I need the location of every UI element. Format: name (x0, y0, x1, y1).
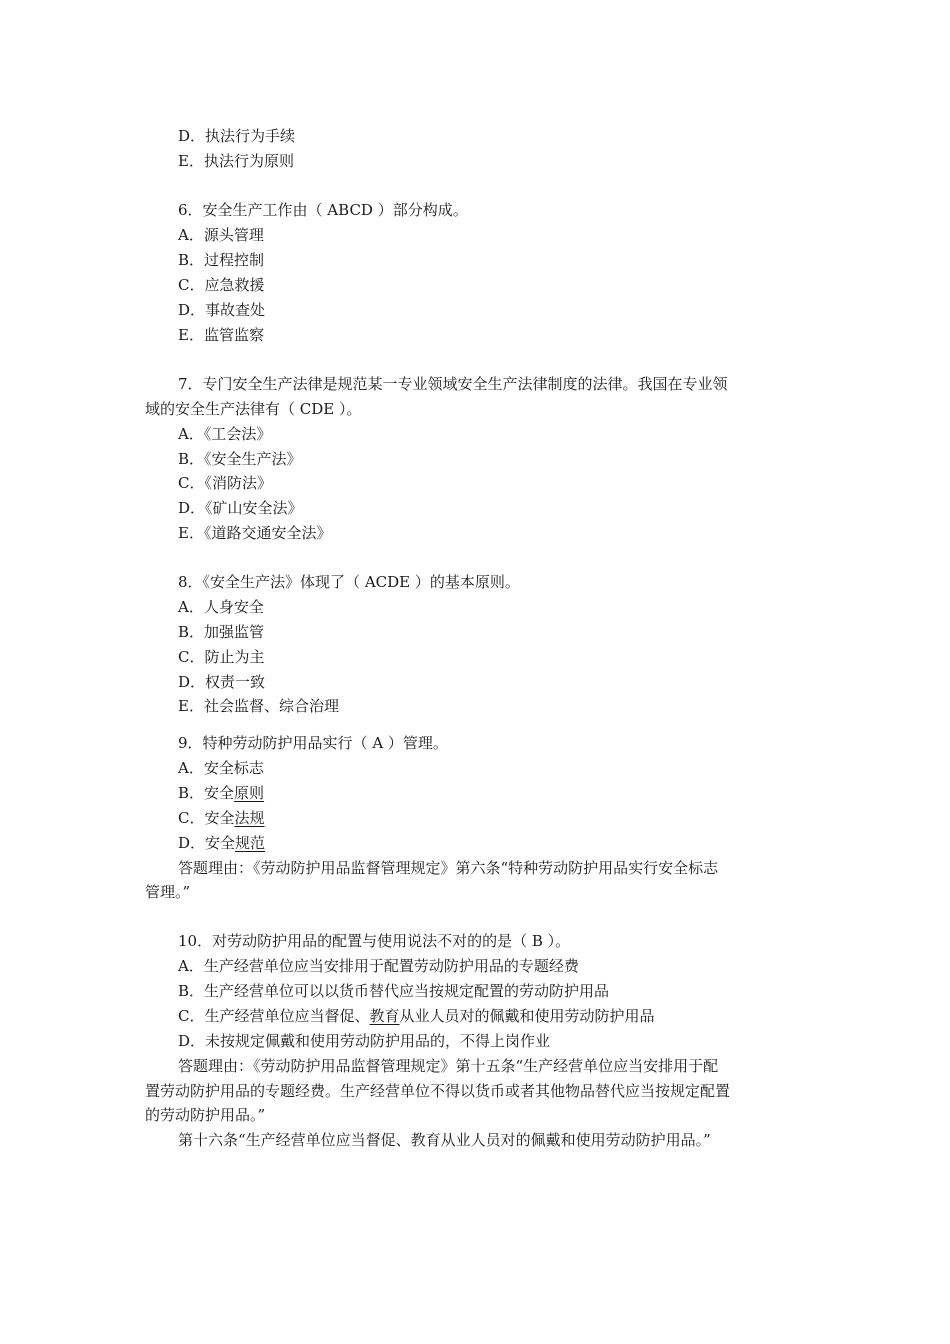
q6-option-a (178, 223, 264, 247)
option-label: D． (178, 1032, 206, 1050)
option-label: A． (178, 598, 204, 616)
q7-option-e (178, 521, 331, 545)
q8-option-a (178, 595, 264, 619)
option-text: 安全 (205, 834, 236, 852)
option-label: D． (178, 499, 206, 517)
q8-option-b (178, 620, 264, 644)
option-text: 《工会法》 (203, 425, 272, 443)
option-text: 《道路交通安全法》 (203, 524, 332, 542)
option-text: 执法行为原则 (203, 152, 294, 170)
option-text: 《消防法》 (204, 474, 272, 492)
option-label: B． (178, 982, 205, 1000)
option-text-underlined: 教育 (369, 1007, 400, 1025)
q9-option-b (178, 781, 264, 805)
q9-stem: 9．特种劳动防护用品实行（ A ）管理。 (178, 734, 448, 752)
option-label: D． (178, 834, 206, 852)
option-text: 权责一致 (205, 673, 266, 691)
q9-reason-line2: 管理。” (145, 883, 191, 901)
option-text: 未按规定佩戴和使用劳动防护用品的，不得上岗作业 (205, 1032, 551, 1050)
option-label: E． (178, 524, 204, 542)
option-text: 应急救援 (204, 276, 265, 294)
q8-stem: 8．《安全生产法》体现了（ ACDE ）的基本原则。 (178, 573, 520, 591)
option-text: 安全 (204, 809, 235, 827)
option-text: 人身安全 (203, 598, 264, 616)
option-label: B． (178, 784, 205, 802)
option-text: 事故查处 (205, 301, 266, 319)
option-label: C． (178, 648, 205, 666)
option-label: A． (178, 425, 204, 443)
option-label: C． (178, 474, 205, 492)
option-text: 生产经营单位应当安排用于配置劳动防护用品的专题经费 (203, 957, 579, 975)
q5-option-e (178, 149, 294, 173)
option-text: 加强监管 (204, 623, 265, 641)
option-label: E． (178, 326, 204, 344)
q6-stem: 6．安全生产工作由（ ABCD ）部分构成。 (178, 201, 468, 219)
option-text-underlined: 法规 (234, 809, 265, 827)
q10-reason-line1: 答题理由：《劳动防护用品监督管理规定》第十五条“生产经营单位应当安排用于配 (178, 1057, 719, 1075)
option-text: 《矿山安全法》 (205, 499, 303, 517)
option-label: D． (178, 673, 206, 691)
option-label: B． (178, 450, 205, 468)
option-text: 过程控制 (204, 251, 265, 269)
option-label: C． (178, 809, 205, 827)
q8-option-c (178, 645, 265, 669)
option-label: B． (178, 251, 205, 269)
option-text: 安全 (204, 784, 235, 802)
q9-option-c (178, 806, 265, 830)
q7-option-c (178, 471, 272, 495)
option-text: 《安全生产法》 (204, 450, 302, 468)
q10-option-d (178, 1029, 550, 1053)
q6-option-d (178, 298, 265, 322)
option-text: 安全标志 (203, 759, 264, 777)
q10-reason-line4: 第十六条“生产经营单位应当督促、教育从业人员对的佩戴和使用劳动防护用品。” (178, 1131, 711, 1149)
option-label: B． (178, 623, 205, 641)
q6-option-c (178, 273, 265, 297)
q7-stem-line2: 域的安全生产法律有（ CDE ）。 (145, 400, 362, 418)
q7-option-a (178, 422, 271, 446)
q10-reason-line2: 置劳动防护用品的专题经费。生产经营单位不得以货币或者其他物品替代应当按规定配置 (145, 1082, 731, 1100)
q7-option-d (178, 496, 303, 520)
option-label: A． (178, 759, 204, 777)
option-label: E． (178, 152, 204, 170)
q10-option-c (178, 1004, 655, 1028)
option-label: D． (178, 301, 206, 319)
q9-reason-line1: 答题理由：《劳动防护用品监督管理规定》第六条“特种劳动防护用品实行安全标志 (178, 859, 719, 877)
option-text: 执法行为手续 (205, 127, 296, 145)
q6-option-b (178, 248, 264, 272)
option-text: 生产经营单位可以以货币替代应当按规定配置的劳动防护用品 (204, 982, 610, 1000)
q10-reason-line3: 的劳动防护用品。” (145, 1106, 266, 1124)
q9-option-a (178, 756, 264, 780)
option-label: E． (178, 697, 204, 715)
option-label: A． (178, 957, 204, 975)
q10-option-b (178, 979, 609, 1003)
option-text-underlined: 规范 (235, 834, 266, 852)
option-text: 监管监察 (203, 326, 264, 344)
q10-stem: 10．对劳动防护用品的配置与使用说法不对的的是（ B ）。 (178, 932, 571, 950)
q5-option-d (178, 124, 295, 148)
q7-stem-line1: 7．专门安全生产法律是规范某一专业领域安全生产法律制度的法律。我国在专业领 (178, 375, 728, 393)
option-label: A． (178, 226, 204, 244)
q7-option-b (178, 447, 302, 471)
option-text-underlined: 原则 (234, 784, 265, 802)
option-label: C． (178, 276, 205, 294)
option-label: C． (178, 1007, 205, 1025)
q8-option-e (178, 694, 339, 718)
q9-option-d (178, 831, 265, 855)
option-text: 源头管理 (203, 226, 264, 244)
option-text: 社会监督、综合治理 (203, 697, 339, 715)
q10-option-a (178, 954, 579, 978)
option-text: 防止为主 (204, 648, 265, 666)
q6-option-e (178, 323, 264, 347)
option-text: 生产经营单位应当督促、 (204, 1007, 370, 1025)
q8-option-d (178, 670, 265, 694)
option-label: D． (178, 127, 206, 145)
option-text: 从业人员对的佩戴和使用劳动防护用品 (399, 1007, 655, 1025)
